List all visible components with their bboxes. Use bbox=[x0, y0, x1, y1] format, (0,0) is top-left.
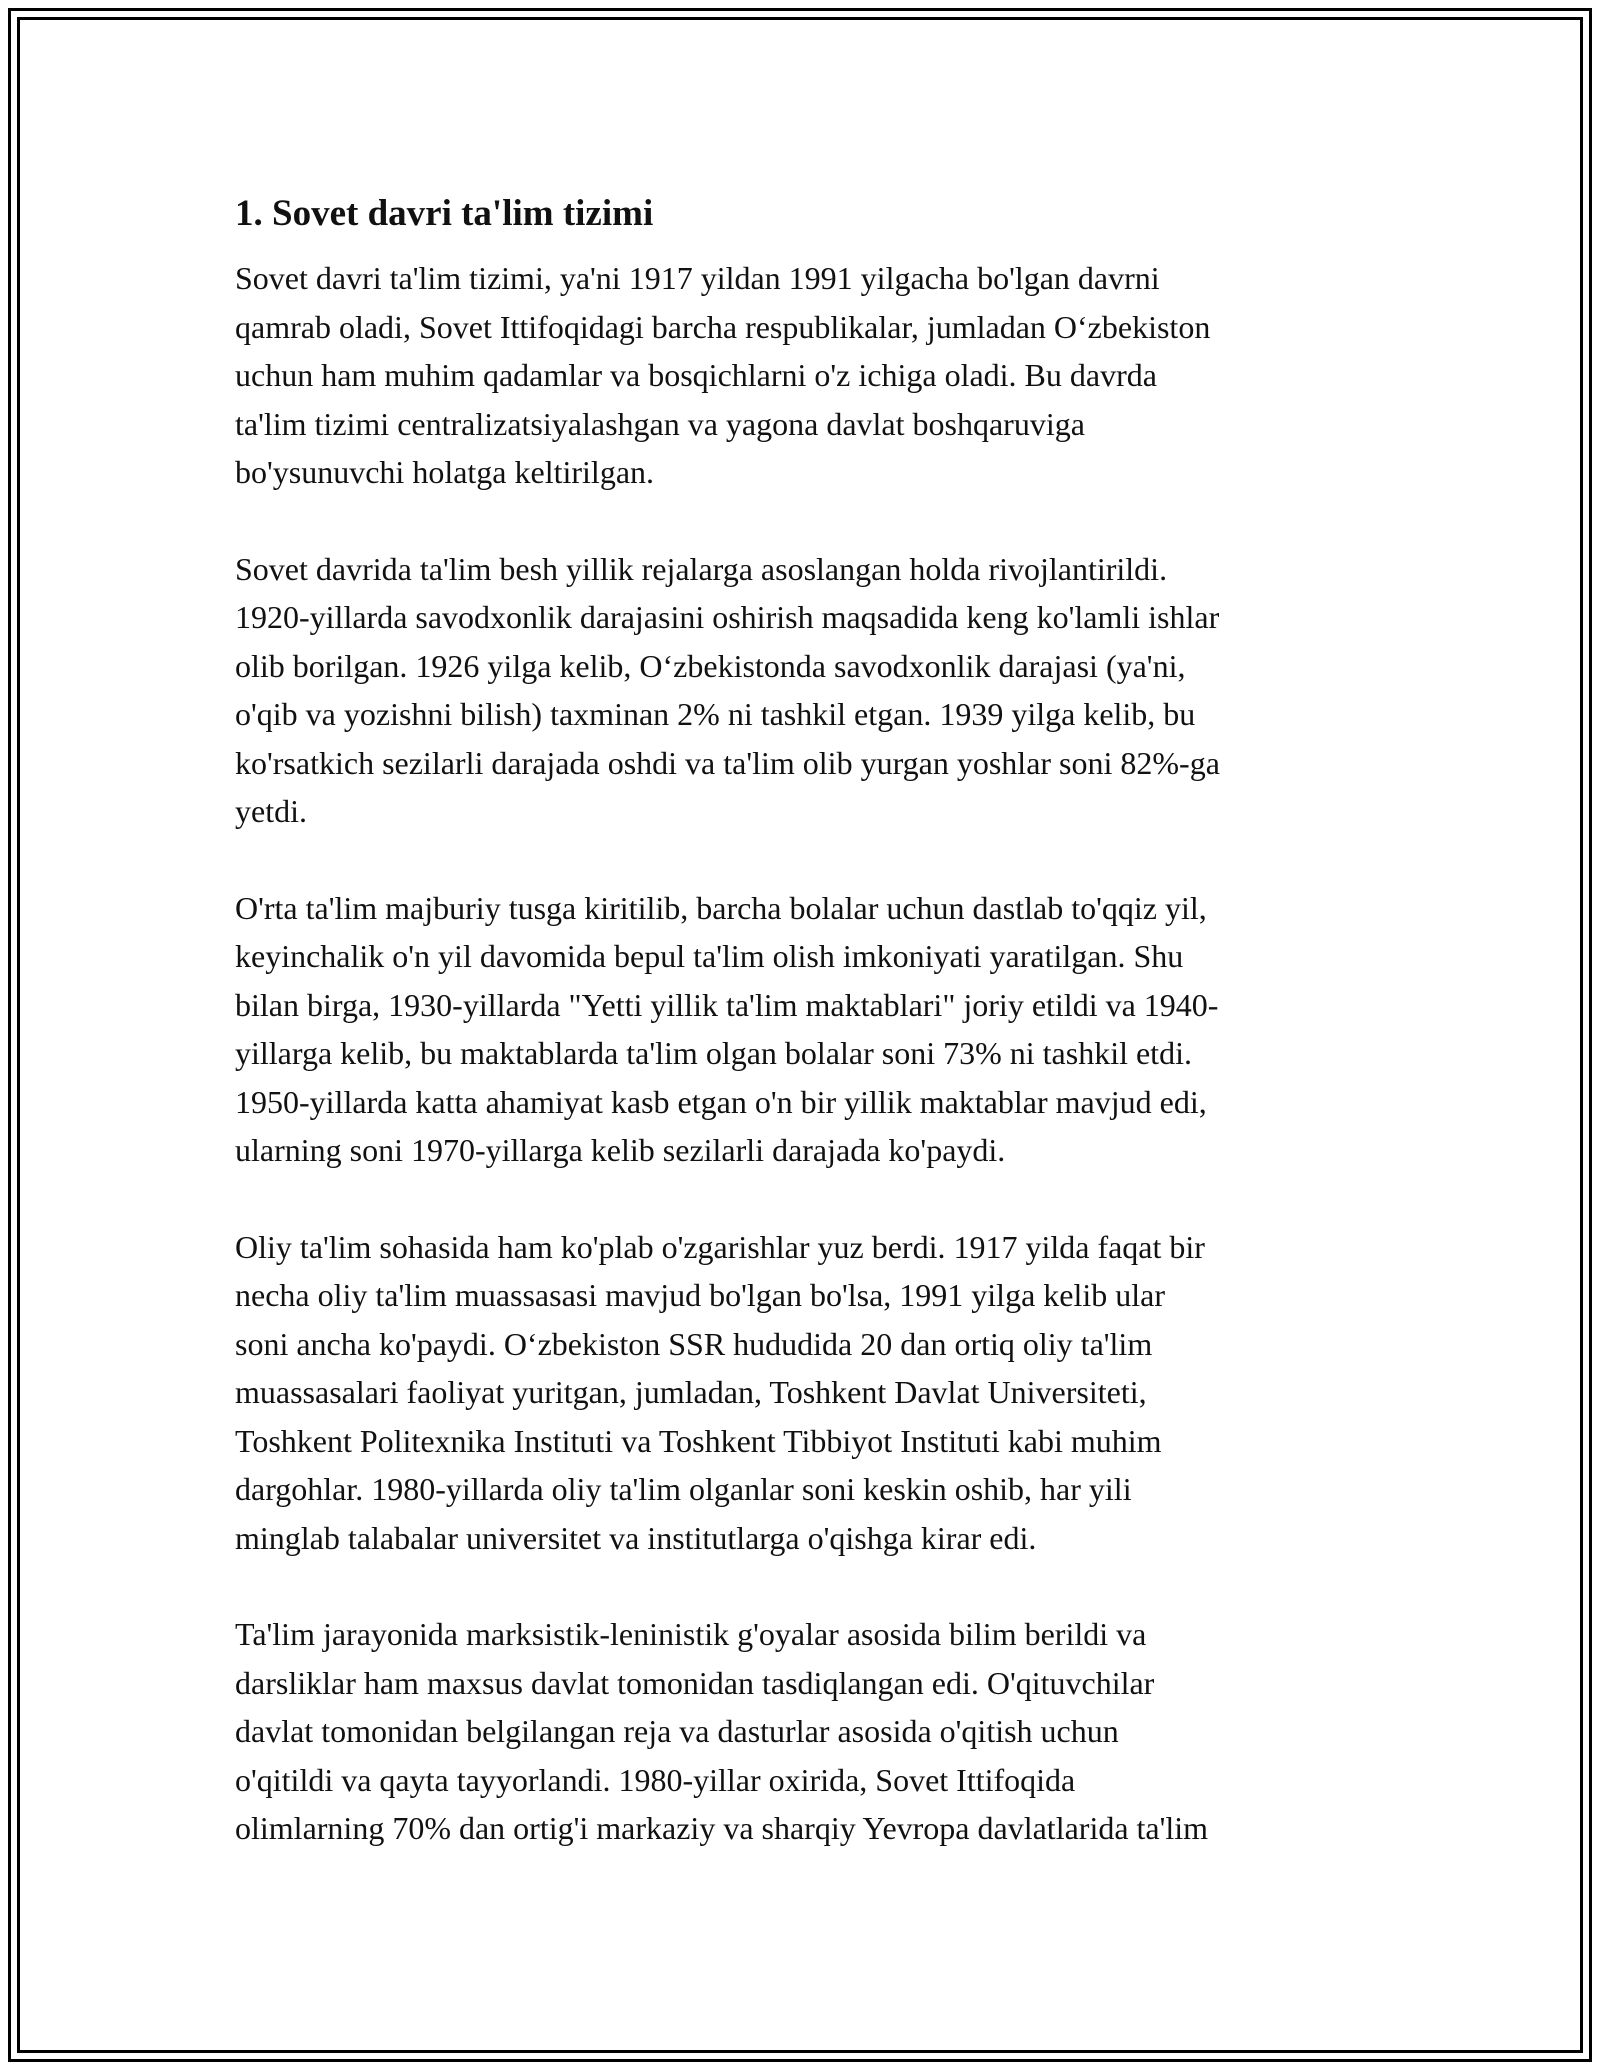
text-line: olib borilgan. 1926 yilga kelib, O‘zbekistonda savodxonlik darajasi (ya'ni, bbox=[235, 647, 1186, 684]
text-line: Sovet davri ta'lim tizimi, ya'ni 1917 yildan 1991 yilgacha bo'lgan davrni bbox=[235, 260, 1160, 296]
text-line: o'qib va yozishni bilish) taxminan 2% ni tashkil etgan. 1939 yilga kelib, bu bbox=[235, 696, 1196, 732]
paragraph bbox=[235, 1610, 1370, 1853]
text-line: uchun ham muhim qadamlar va bosqichlarni o'z ichiga oladi. Bu davrda bbox=[235, 357, 1157, 393]
text-line: olimlarning 70% dan ortig'i markaziy va sharqiy Yevropa davlatlarida ta'lim bbox=[235, 1810, 1209, 1846]
text-line: Oliy ta'lim sohasida ham ko'plab o'zgarishlar yuz berdi. 1917 yilda faqat bir bbox=[235, 1228, 1205, 1265]
text-line: Ta'lim jarayonida marksistik-leninistik g'oyalar asosida bilim berildi va bbox=[235, 1616, 1147, 1652]
text-line: 1950-yillarda katta ahamiyat kasb etgan o'n bir yillik maktablar mavjud edi, bbox=[235, 1083, 1207, 1120]
text-line: O'rta ta'lim majburiy tusga kiritilib, barcha bolalar uchun dastlab to'qqiz yil, bbox=[235, 889, 1207, 926]
text-line: yetdi. bbox=[235, 793, 307, 829]
text-line: bilan birga, 1930-yillarda "Yetti yillik ta'lim maktablari" joriy etildi va 1940- bbox=[235, 986, 1219, 1023]
paragraph-list bbox=[235, 254, 1370, 1853]
text-line: muassasalari faoliyat yuritgan, jumladan, Toshkent Davlat Universiteti, bbox=[235, 1374, 1147, 1410]
text-line: Sovet davrida ta'lim besh yillik rejalarga asoslangan holda rivojlantirildi. bbox=[235, 550, 1168, 587]
text-line: dargohlar. 1980-yillarda oliy ta'lim olganlar soni keskin oshib, har yili bbox=[235, 1471, 1132, 1507]
document-body bbox=[235, 188, 1370, 1901]
text-line: qamrab oladi, Sovet Ittifoqidagi barcha respublikalar, jumladan O‘zbekiston bbox=[235, 308, 1211, 345]
text-line: o'qitildi va qayta tayyorlandi. 1980-yillar oxirida, Sovet Ittifoqida bbox=[235, 1761, 1076, 1798]
text-line: bo'ysunuvchi holatga keltirilgan. bbox=[235, 454, 655, 490]
paragraph bbox=[235, 545, 1370, 836]
section-title: 1. Sovet davri ta'lim tizimi bbox=[235, 193, 654, 234]
text-line: minglab talabalar universitet va institutlarga o'qishga kirar edi. bbox=[235, 1519, 1037, 1556]
text-line: soni ancha ko'paydi. O‘zbekiston SSR hududida 20 dan ortiq oliy ta'lim bbox=[235, 1325, 1153, 1362]
text-line: darsliklar ham maxsus davlat tomonidan tasdiqlangan edi. O'qituvchilar bbox=[235, 1664, 1155, 1701]
text-line: necha oliy ta'lim muassasasi mavjud bo'lgan bo'lsa, 1991 yilga kelib ular bbox=[235, 1277, 1165, 1313]
text-line: yillarga kelib, bu maktablarda ta'lim olgan bolalar soni 73% ni tashkil etdi. bbox=[235, 1035, 1192, 1071]
paragraph bbox=[235, 254, 1370, 497]
text-line: Toshkent Politexnika Instituti va Toshkent Tibbiyot Instituti kabi muhim bbox=[235, 1422, 1162, 1459]
text-line: 1920-yillarda savodxonlik darajasini oshirish maqsadida keng ko'lamli ishlar bbox=[235, 599, 1220, 635]
text-line: ko'rsatkich sezilarli darajada oshdi va ta'lim olib yurgan yoshlar soni 82%-ga bbox=[235, 744, 1220, 781]
paragraph bbox=[235, 1223, 1370, 1563]
text-line: keyinchalik o'n yil davomida bepul ta'lim olish imkoniyati yaratilgan. Shu bbox=[235, 938, 1184, 974]
text-line: ularning soni 1970-yillarga kelib sezilarli darajada ko'paydi. bbox=[235, 1132, 1006, 1168]
paragraph bbox=[235, 884, 1370, 1175]
text-line: davlat tomonidan belgilangan reja va dasturlar asosida o'qitish uchun bbox=[235, 1713, 1119, 1749]
text-line: ta'lim tizimi centralizatsiyalashgan va yagona davlat boshqaruviga bbox=[235, 405, 1085, 442]
